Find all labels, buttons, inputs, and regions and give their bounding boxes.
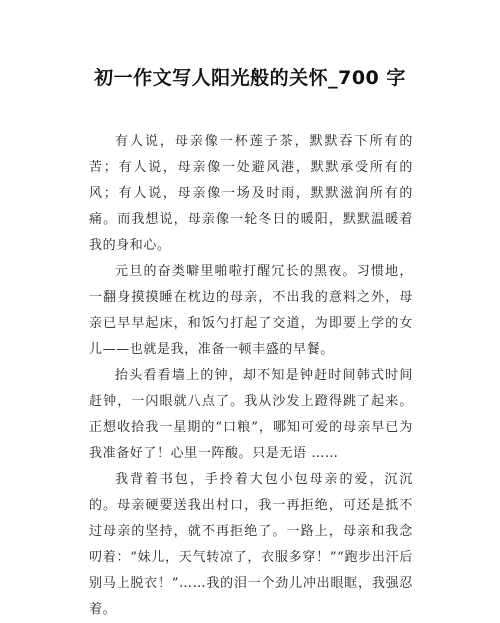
paragraph-4: 我背着书包，手拎着大包小包母亲的爱，沉沉的。母亲硬要送我出村口，我一再拒绝，可还是抵不过母亲的坚持，就不再拒绝了。一路上，母亲和我念叨着：“妹儿，天气转凉了，衣服多穿！”“跑步出汗后别马上脱衣！”……我的泪一个劲儿冲出眼眶，我强忍着。 xyxy=(89,472,413,617)
paragraph-3: 抬头看看墙上的钟，却不知是钟赶时间韩式时间赶钟，一闪眼就八点了。我从沙发上蹬得跳了起来。正想收拾我一星期的“口粮”，哪知可爱的母亲早已为我准备好了！心里一阵酸。只是无语 …… xyxy=(89,368,413,461)
document-title: 初一作文写人阳光般的关怀_700 字 xyxy=(94,67,406,89)
document-body xyxy=(89,129,413,623)
paragraph-1: 有人说，母亲像一杯莲子茶，默默吞下所有的苦；有人说，母亲像一处避风港，默默承受所有的风；有人说，母亲像一场及时雨，默默滋润所有的痛。而我想说，母亲像一轮冬日的暖阳，默默温暖着我的身和心。 xyxy=(89,134,413,253)
paragraph-2: 元旦的奋类噼里啪啦打醒冗长的黑夜。习惯地，一翻身摸摸睡在枕边的母亲，不出我的意料之外，母亲已早早起床，和饭勺打起了交道，为即要上学的女儿——也就是我，准备一顿丰盛的早餐。 xyxy=(89,264,413,357)
